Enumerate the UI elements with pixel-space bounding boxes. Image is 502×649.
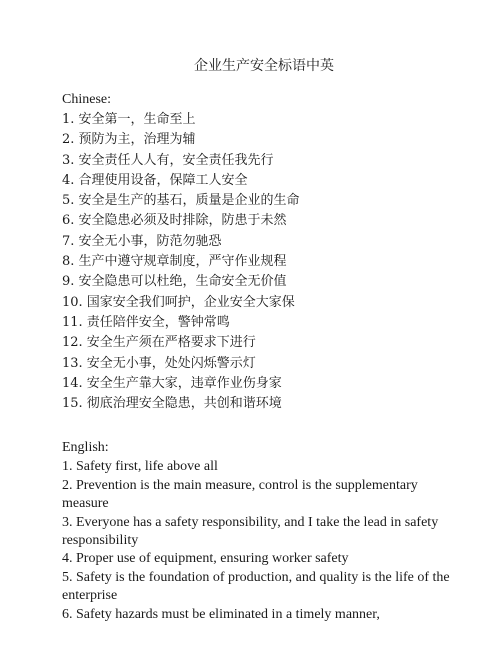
list-item: 5. 安全是生产的基石，质量是企业的生命: [62, 193, 300, 209]
list-item: 11. 责任陪伴安全，警钟常鸣: [62, 314, 230, 330]
list-item: 2. 预防为主，治理为辅: [62, 132, 196, 148]
list-item: 6. Safety hazards must be eliminated in a timely manner,: [62, 606, 380, 622]
list-item: 3. 安全责任人人有，安全责任我先行: [62, 152, 274, 168]
english-slogan-list: [62, 458, 462, 624]
list-item: 1. Safety first, life above all: [62, 459, 218, 475]
list-item: 10. 国家安全我们呵护，企业安全大家保: [62, 294, 295, 310]
list-item: 14. 安全生产靠大家，违章作业伤身家: [62, 375, 282, 391]
list-item: 7. 安全无小事，防范勿驰恐: [62, 233, 222, 249]
list-item: 15. 彻底治理安全隐患，共创和谐环境: [62, 396, 282, 412]
list-item: 8. 生产中遵守规章制度，严守作业规程: [62, 254, 287, 270]
list-item: 2. Prevention is the main measure, control is the supplementary measure: [62, 477, 418, 512]
list-item: 9. 安全隐患可以杜绝，生命安全无价值: [62, 274, 287, 290]
english-section-label: English:: [62, 440, 109, 456]
list-item: 12. 安全生产须在严格要求下进行: [62, 335, 256, 351]
list-item: 6. 安全隐患必须及时排除，防患于未然: [62, 213, 287, 229]
chinese-slogan-list: [62, 110, 462, 414]
list-item: 4. Proper use of equipment, ensuring worker safety: [62, 551, 349, 567]
document-title: 企业生产安全标语中英: [194, 58, 334, 74]
list-item: 4. 合理使用设备，保障工人安全: [62, 172, 248, 188]
chinese-section-label: Chinese:: [62, 92, 111, 107]
list-item: 3. Everyone has a safety responsibility, and I take the lead in safety responsibility: [62, 514, 439, 549]
list-item: 5. Safety is the foundation of production, and quality is the life of the enterprise: [62, 569, 450, 604]
section-spacer: [62, 414, 462, 438]
list-item: 1. 安全第一，生命至上: [62, 112, 196, 127]
list-item: 13. 安全无小事，处处闪烁警示灯: [62, 355, 256, 371]
